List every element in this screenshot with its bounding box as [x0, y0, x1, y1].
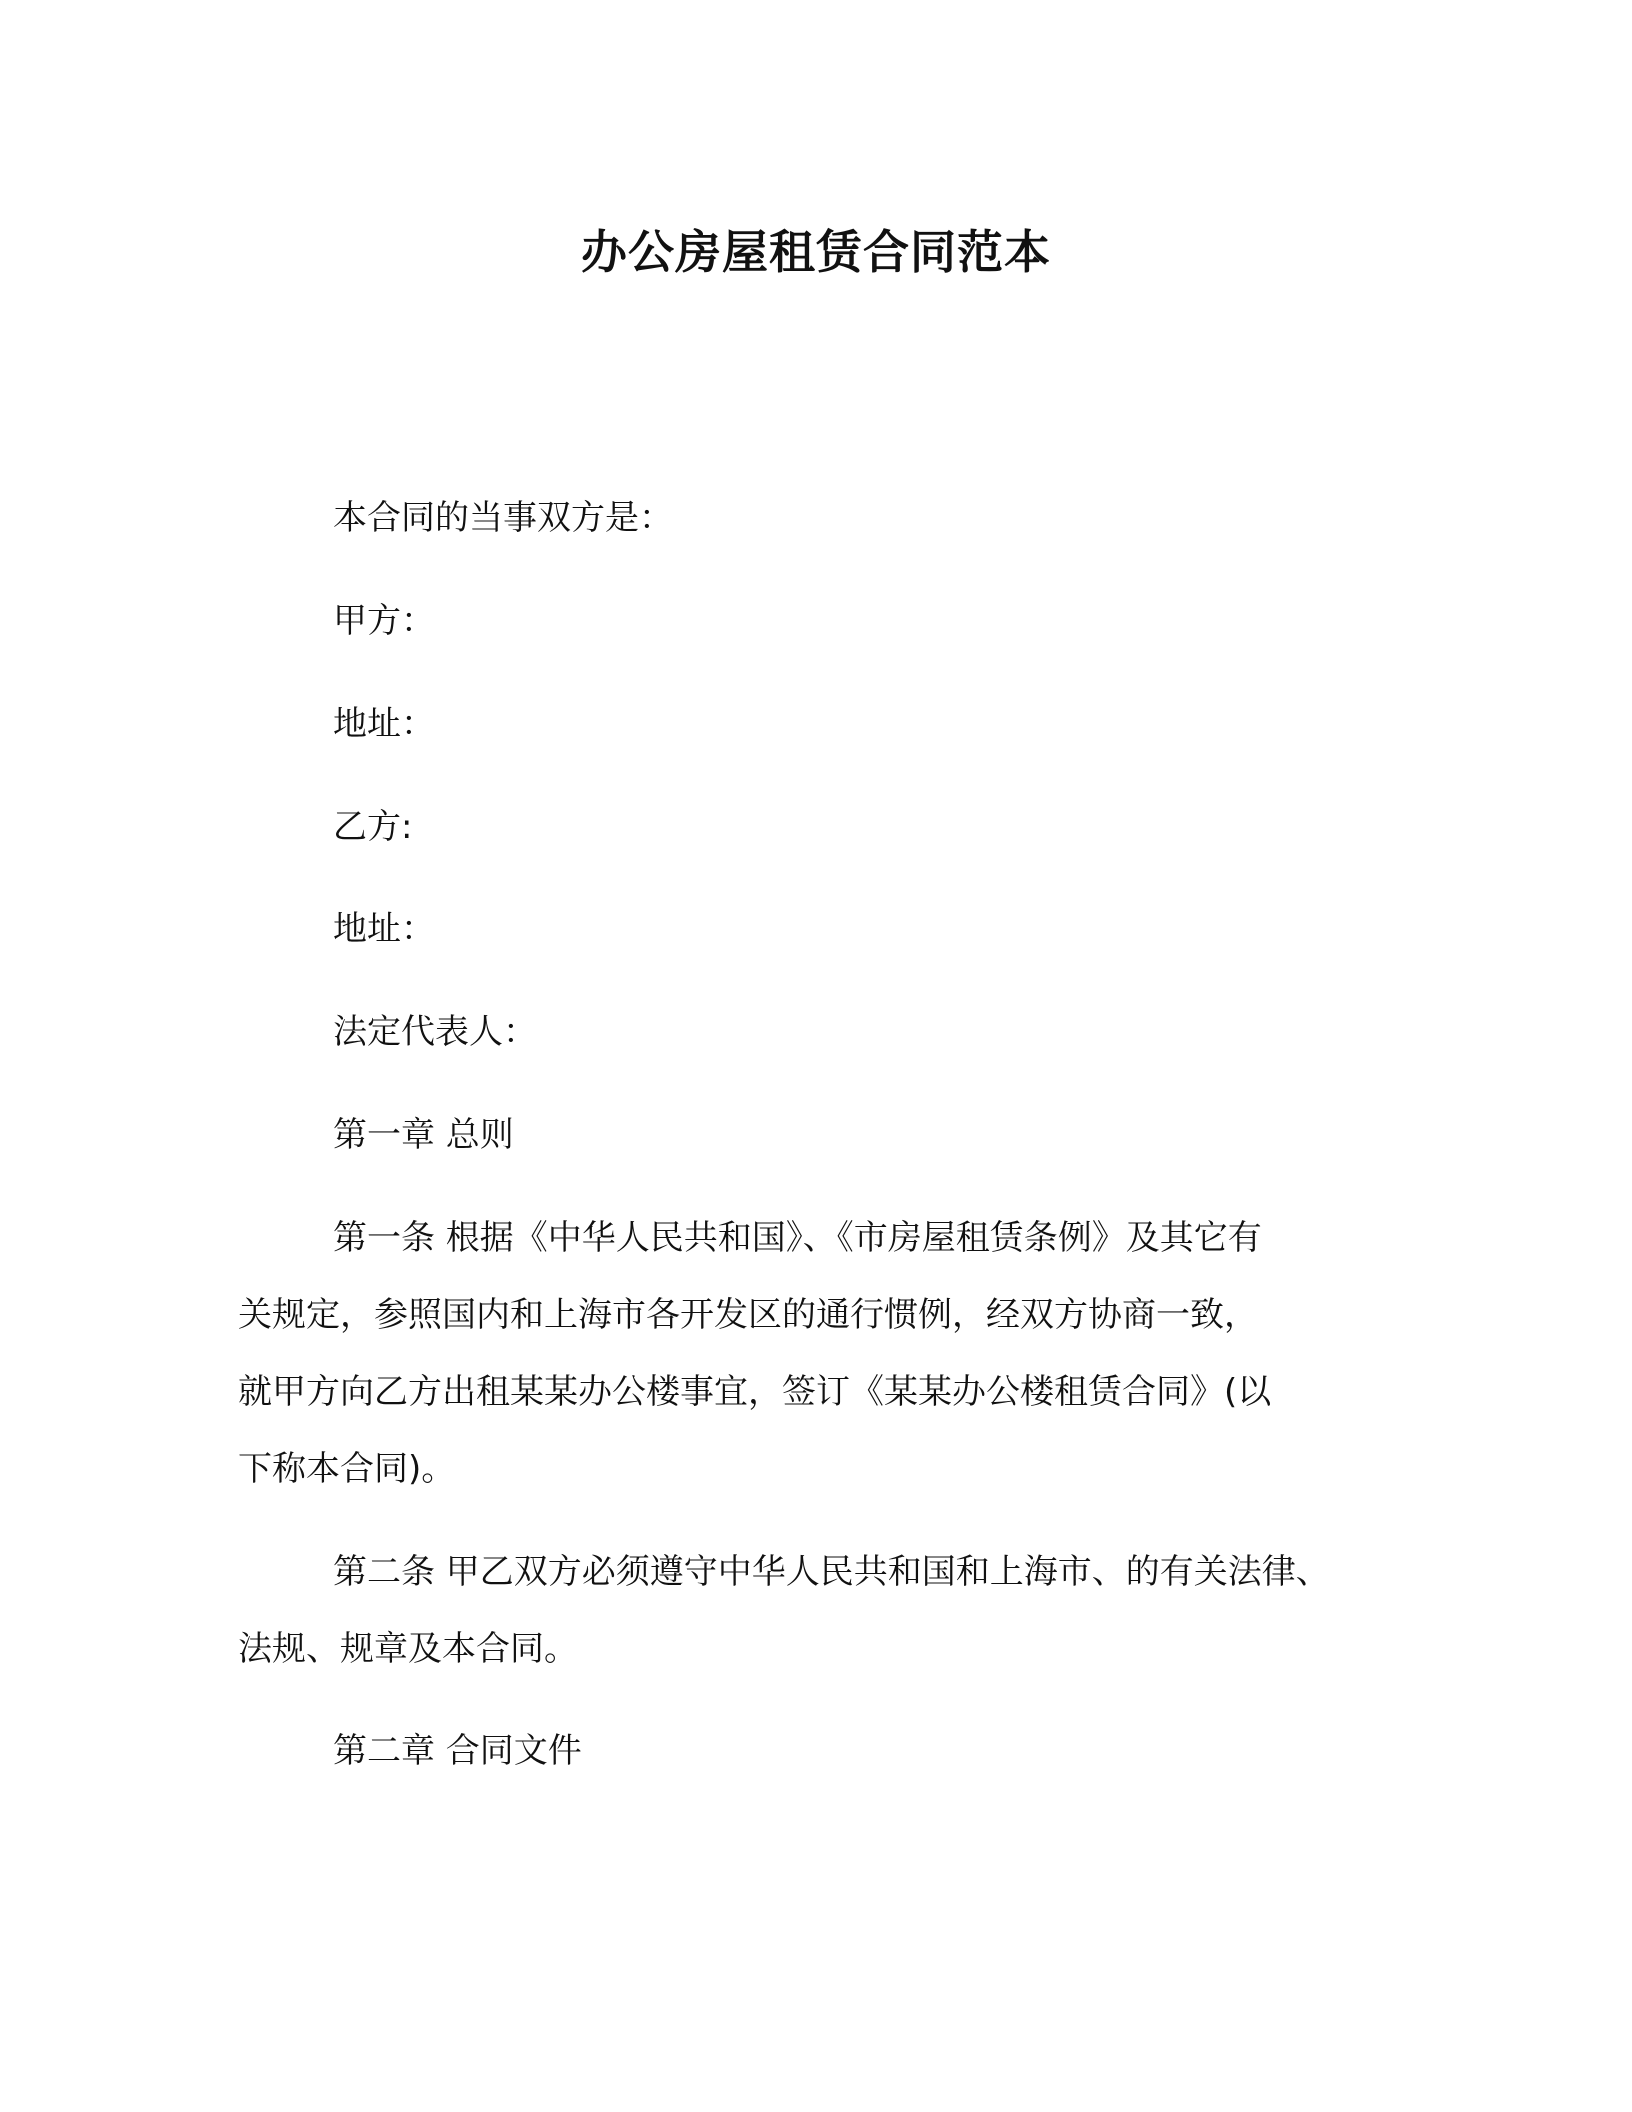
parties-intro: 本合同的当事双方是：	[333, 498, 673, 538]
article1-line2: 关规定，参照国内和上海市各开发区的通行惯例，经双方协商一致，	[238, 1295, 1258, 1335]
article2-line2: 法规、规章及本合同。	[238, 1629, 578, 1669]
document-title: 办公房屋租赁合同范本	[581, 225, 1051, 279]
article1-line3: 就甲方向乙方出租某某办公楼事宜，签订《某某办公楼租赁合同》(以	[238, 1372, 1272, 1412]
party-b-address-label: 地址：	[333, 909, 435, 949]
article2-line1: 第二条 甲乙双方必须遵守中华人民共和国和上海市、的有关法律、	[333, 1552, 1330, 1592]
party-a-label: 甲方：	[333, 601, 435, 641]
chapter2-heading: 第二章 合同文件	[333, 1731, 582, 1771]
article1-line4: 下称本合同)。	[238, 1449, 456, 1489]
legal-representative-label: 法定代表人：	[333, 1012, 537, 1052]
chapter1-heading: 第一章 总则	[333, 1115, 514, 1155]
article1-line1: 第一条 根据《中华人民共和国》、《市房屋租赁条例》及其它有	[333, 1218, 1262, 1258]
party-b-label: 乙方:	[333, 807, 413, 847]
party-a-address-label: 地址：	[333, 704, 435, 744]
